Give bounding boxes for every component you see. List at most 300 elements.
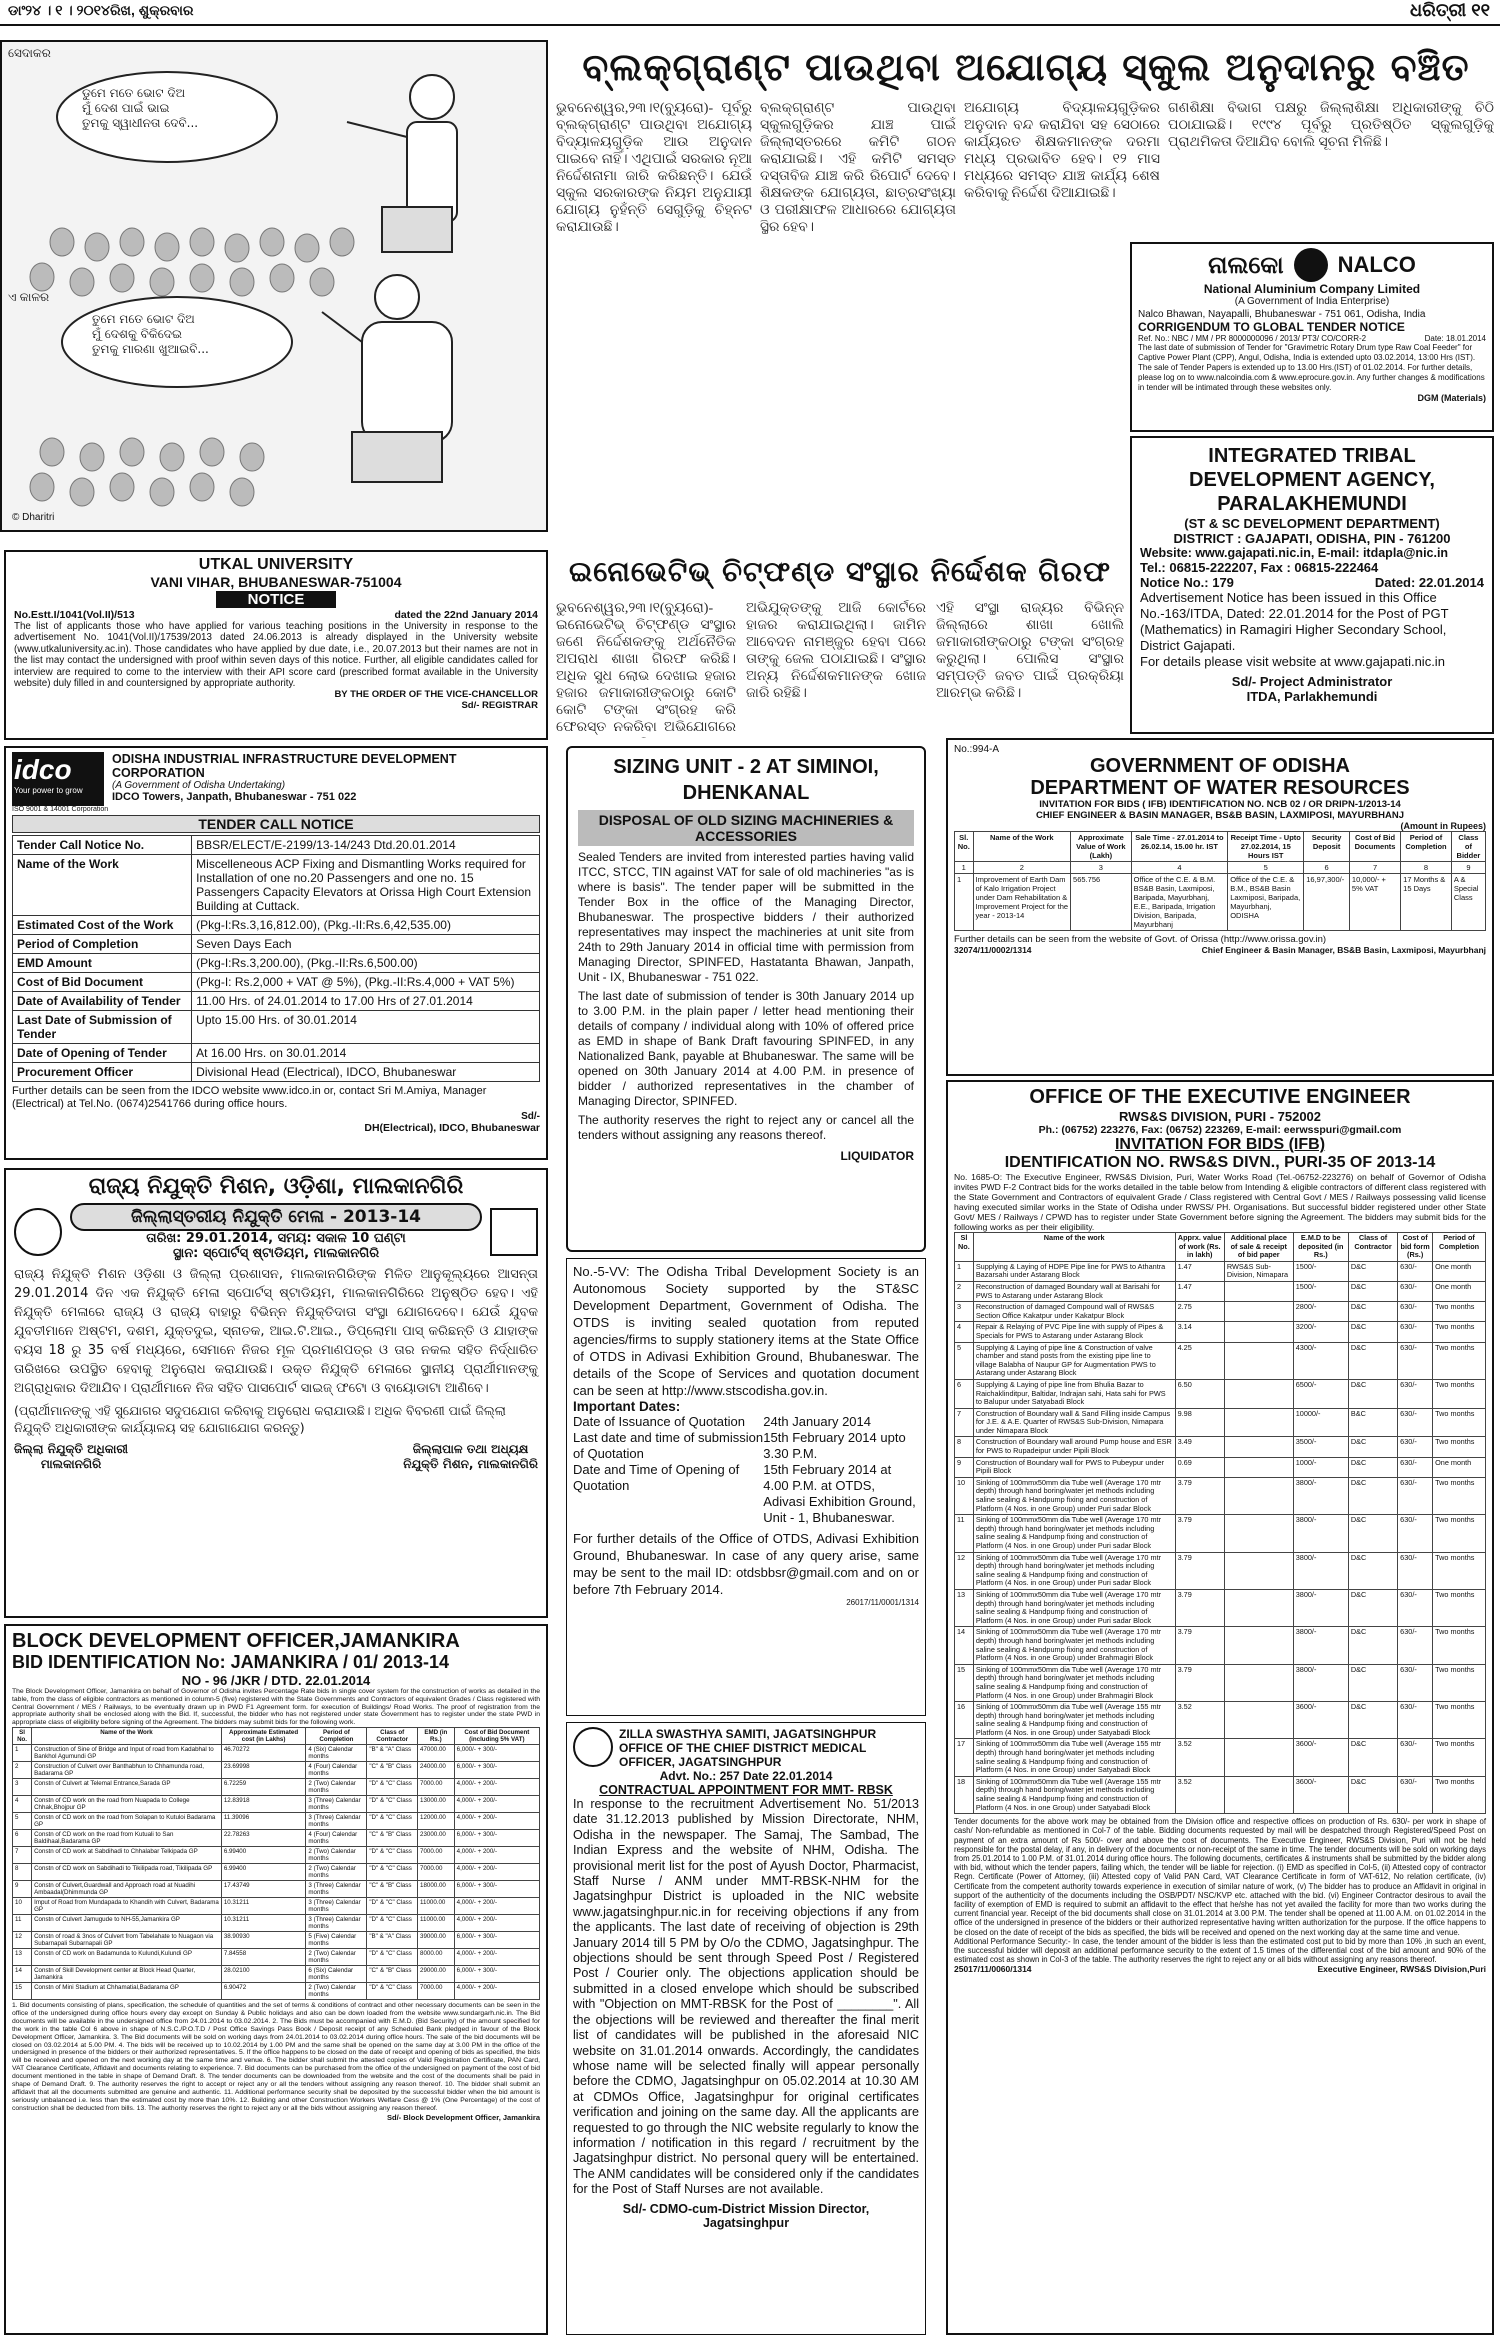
bdo-cell: "D" & "C" Class: [367, 1982, 418, 1999]
idco-row: [13, 1011, 540, 1044]
ee-cell: [1224, 1437, 1293, 1457]
bdo-cell: 6,000/- + 300/-: [454, 1965, 539, 1982]
ee-performance: Additional Performance Security:- In case, the tender amount of the bidder is less than the estimated cost put to bid by more than 10% ,in such an event, the successful bidder will deposit an additional performance security to the extent of 1.5 times of the differential cost of the bid amount and 90% of the estimated cost as shown in Col-3 of the table. The authority reserves the right to reject any or all bids without assigning any reasons thereof.: [954, 1936, 1486, 1965]
ee-cell: 7: [955, 1408, 974, 1437]
itda-dept: (ST & SC DEVELOPMENT DEPARTMENT): [1184, 516, 1440, 531]
ee-cell: 2.75: [1175, 1302, 1224, 1322]
itda-notice-row: [1140, 575, 1484, 590]
bdo-cell: 12: [13, 1931, 32, 1948]
ee-cell: 3.52: [1175, 1702, 1224, 1739]
ee-cell: Sinking of 100mmx50mm dia Tube well (Average 155 mtr depth) through hand boring/water jet methods including saline sealing & Handpump fixing and construction of Platform (4 Nos. in one Group) under Satyabadi Block: [973, 1702, 1175, 1739]
idco-sub: (A Government of Odisha Undertaking): [112, 780, 286, 791]
ee-cell: 630/-: [1398, 1457, 1433, 1477]
idco-row: [13, 954, 540, 973]
ee-head-row: [955, 1233, 1486, 1262]
story1-para: ଅଯୋଗ୍ୟ ବିଦ୍ୟାଳୟଗୁଡ଼ିକର ଅନୁଦାନ ବନ୍ଦ କରାଯିବା ସହ ସେଠାରେ କାର୍ଯ୍ୟରତ ଶିକ୍ଷକମାନଙ୍କ ଦରମା ମଧ୍ୟ ପ୍ରଭାବିତ ହେବ। ୧୨ ମାସ ମଧ୍ୟରେ ସମସ୍ତ ଯାଞ୍ଚ କାର୍ଯ୍ୟ ଶେଷ କରିବାକୁ ନିର୍ଦ୍ଦେଶ ଦିଆଯାଇଛି।: [964, 101, 1160, 201]
bdo-cell: "D" & "C" Class: [367, 1846, 418, 1863]
zss-name: ZILLA SWASTHYA SAMITI, JAGATSINGHPUR: [619, 1727, 877, 1741]
ee-cell: Sinking of 100mmx50mm dia Tube well (Average 170 mtr depth) through hand boring/water jet methods including saline sealing & Handpump fixing and construction of Platform (4 Nos. in one Group) under Brahmagiri Block: [973, 1627, 1175, 1664]
bdo-cell: 3: [13, 1778, 32, 1795]
ee-cell: 4.25: [1175, 1342, 1224, 1379]
ee-cell: 3.52: [1175, 1739, 1224, 1776]
ee-cell: 3.79: [1175, 1515, 1224, 1552]
bdo-cell: 6 (Six) Calendar months: [306, 1965, 367, 1982]
bdo-cell: 46.70272: [221, 1744, 306, 1761]
bdo-head-cell: Class of Contractor: [367, 1727, 418, 1744]
ee-ad: [946, 1080, 1494, 2335]
ee-cell: 6.50: [1175, 1379, 1224, 1408]
bdo-head-cell: Name of the Work: [32, 1727, 222, 1744]
sizing-sign: LIQUIDATOR: [840, 1149, 914, 1163]
table-row: [13, 1778, 540, 1795]
ee-cell: Two months: [1433, 1322, 1486, 1342]
ee-cell: 630/-: [1398, 1627, 1433, 1664]
ee-cell: [1224, 1342, 1293, 1379]
ee-cell: Two months: [1433, 1739, 1486, 1776]
table-row: [955, 1702, 1486, 1739]
ee-cell: 1500/-: [1293, 1281, 1348, 1301]
utkal-notice: NOTICE: [216, 591, 336, 608]
idco-name: ODISHA INDUSTRIAL INFRASTRUCTURE DEVELOPMENT CORPORATION: [112, 752, 457, 780]
bdo-cell: 28.02100: [221, 1965, 306, 1982]
otds-date-value: 24th January 2014: [763, 1414, 871, 1429]
table-row: [13, 1795, 540, 1812]
bdo-cell: 7: [13, 1846, 32, 1863]
table-row: [955, 1457, 1486, 1477]
ee-cell: Two months: [1433, 1552, 1486, 1589]
mission-signatures: [14, 1442, 538, 1472]
ee-cell: D&C: [1348, 1342, 1397, 1379]
dwr-num-cell: 1: [955, 862, 974, 874]
table-row: [13, 1948, 540, 1965]
dwr-ad: [946, 738, 1494, 1076]
bdo-cell: 6: [13, 1829, 32, 1846]
table-row: [13, 1914, 540, 1931]
ee-cell: 3.79: [1175, 1552, 1224, 1589]
bdo-cell: 6.99400: [221, 1863, 306, 1880]
idco-label: Name of the Work: [13, 855, 192, 916]
ee-cell: D&C: [1348, 1515, 1397, 1552]
bdo-no: NO - 96 /JKR / DTD. 22.01.2014: [181, 1673, 371, 1688]
dwr-cell: Office of the C.E. & B.M., BS&B Basin Laxmiposi, Baripada, Mayurbhanj, ODISHA: [1228, 874, 1304, 931]
utkal-order: BY THE ORDER OF THE VICE-CHANCELLOR: [334, 689, 538, 701]
table-row: [13, 1846, 540, 1863]
bdo-cell: "C" & "B" Class: [367, 1761, 418, 1778]
sizing-p1: Sealed Tenders are invited from interested parties having valid ITCC, STCC, TIN against VAT for sale of old machineries "as is where is basis". The tender paper will be submitted in the Tender Box in the office of the Managing Director, Bhubaneswar. The prospective bidders / their authorized representatives may inspect the machineries at unit site from 24th to 29th January 2014 in official time with permission from Managing Director, SPINFED, Hastatanta Bhawan, Janpath, Unit - IX, Bhubaneswar - 751 022.: [578, 850, 914, 984]
dwr-head-cell: Approximate Value of Work (Lakh): [1071, 832, 1132, 862]
ee-cell: D&C: [1348, 1702, 1397, 1739]
bdo-works-table: [12, 1727, 540, 2000]
bdo-cell: 5: [13, 1812, 32, 1829]
bdo-cell: 9: [13, 1880, 32, 1897]
ee-contact: Ph.: (06752) 223276, Fax: (06752) 223269, E-mail: eerwsspuri@gmail.com: [1038, 1124, 1402, 1136]
table-row: [955, 1408, 1486, 1437]
ee-cell: 3800/-: [1293, 1589, 1348, 1626]
ee-head-cell: E.M.D to be deposited (in Rs.): [1293, 1233, 1348, 1262]
bdo-head-cell: Sl No.: [13, 1727, 32, 1744]
ee-cell: D&C: [1348, 1776, 1397, 1813]
ee-cell: D&C: [1348, 1281, 1397, 1301]
idco-value: Seven Days Each: [192, 935, 540, 954]
bdo-cell: 8: [13, 1863, 32, 1880]
bdo-cell: "D" & "C" Class: [367, 1863, 418, 1880]
idco-iso: ISO 9001 & 14001 Corporation: [12, 806, 109, 813]
ee-cell: [1224, 1457, 1293, 1477]
bdo-cell: Constn of CD work on Badamunda to Kulundi,Kulundi GP: [32, 1948, 222, 1965]
ee-cell: D&C: [1348, 1477, 1397, 1514]
ee-cell: 3500/-: [1293, 1437, 1348, 1457]
utkal-ref: No.Estt.I/1041(Vol.II)/513: [14, 609, 135, 621]
ee-cell: 3800/-: [1293, 1627, 1348, 1664]
bdo-cell: 1: [13, 1744, 32, 1761]
dwr-line1: INVITATION FOR BIDS ( IFB) IDENTIFICATION NO. NCB 02 / OR DRIPN-1/2013-14: [1039, 799, 1401, 810]
table-row: [955, 1342, 1486, 1379]
bdo-bid-id: BID IDENTIFICATION No: JAMANKIRA / 01/ 2013-14: [12, 1652, 450, 1672]
ee-cell: 10000/-: [1293, 1408, 1348, 1437]
ee-cell: [1224, 1627, 1293, 1664]
itda-sign2: ITDA, Parlakhemundi: [1246, 689, 1378, 704]
ee-intro: No. 1685-O: The Executive Engineer, RWS&S Division, Puri, Water Works Road (Tel.-06752-223276) on behalf of Governor of Odisha invites PWD F-2 Contract bids for the works detailed in the table below from Intending & eligible contractors of different class registered with the State Government and Contractors of equivalent Grade / Class registered with Central Govt / MES / Railways possessing valid license having executed similar works in the State of Odisha under RWSS/ PH. Organisations. But successful bidder registered under other State Govt/ MES / Railways / CPWD has to register under State Government before signing the Agreement. The bidders may submit bids for the following works as per their eligibility.: [954, 1172, 1486, 1232]
table-row: [955, 1437, 1486, 1457]
ee-cell: 3600/-: [1293, 1702, 1348, 1739]
bdo-head-cell: EMD (in Rs.): [418, 1727, 455, 1744]
bdo-cell: 4,000/- + 200/-: [454, 1897, 539, 1914]
idco-label: Last Date of Submission of Tender: [13, 1011, 192, 1044]
ee-cell: Two months: [1433, 1664, 1486, 1701]
bdo-cell: 17.43749: [221, 1880, 306, 1897]
bdo-cell: "D" & "C" Class: [367, 1948, 418, 1965]
ee-ifb: INVITATION FOR BIDS (IFB): [1114, 1136, 1326, 1153]
story2-para: ଏହି ସଂସ୍ଥା ରାଜ୍ୟର ବିଭିନ୍ନ ଜିଲ୍ଲାରେ ଶାଖା ଖୋଲି ଜମାକାରୀଙ୍କଠାରୁ ଟଙ୍କା ସଂଗ୍ରହ କରୁଥିଲା। ପୋଲିସ ସଂସ୍ଥାର ସମ୍ପତ୍ତି ଜବତ ପାଇଁ ପ୍ରକ୍ରିୟା ଆରମ୍ଭ କରିଛି।: [936, 601, 1124, 701]
bdo-cell: Constn of Skill Development center at Block Head Quarter, Jamankira: [32, 1965, 222, 1982]
idco-label: Date of Availability of Tender: [13, 992, 192, 1011]
ee-cell: 630/-: [1398, 1379, 1433, 1408]
ee-cell: 12: [955, 1552, 974, 1589]
ee-code: 25017/11/0060/1314: [954, 1964, 1032, 1975]
nalco-date: Date: 18.01.2014: [1424, 334, 1486, 343]
ee-cell: D&C: [1348, 1589, 1397, 1626]
ee-cell: One month: [1433, 1261, 1486, 1281]
bdo-cell: Constn of CD work on the road from Nuapada to College Chhak,Bhojpur GP: [32, 1795, 222, 1812]
ee-cell: [1224, 1515, 1293, 1552]
story2-col1: [556, 600, 736, 738]
ee-head-cell: Additional place of sale & receipt of bid paper: [1224, 1233, 1293, 1262]
ee-cell: 1500/-: [1293, 1261, 1348, 1281]
bdo-cell: 4,000/- + 200/-: [454, 1812, 539, 1829]
nalco-govt: (A Government of India Enterprise): [1234, 296, 1390, 307]
table-row: [13, 1880, 540, 1897]
dwr-cell: 10,000/- + 5% VAT: [1349, 874, 1400, 931]
ee-cell: 4: [955, 1322, 974, 1342]
bdo-cell: 10.31211: [221, 1897, 306, 1914]
idco-ad: [4, 746, 548, 1160]
table-row: [955, 1477, 1486, 1514]
bdo-cell: "D" & "C" Class: [367, 1897, 418, 1914]
itda-ad: [1130, 436, 1494, 734]
ee-sign-row: [954, 1964, 1486, 1974]
table-row: [13, 1812, 540, 1829]
ee-cell: Construction of Boundary wall for PWS to Pubeypur under Pipili Block: [973, 1457, 1175, 1477]
ee-cell: 630/-: [1398, 1702, 1433, 1739]
cartoon-caption-present: ତୁମେ ମତେ ଭୋଟ ଦିଅ ମୁଁ ଦେଶକୁ ବିକିଦେଇ ତୁମକୁ ମାରଣା ଖୁଆଇବି...: [92, 312, 209, 356]
ee-cell: 3.52: [1175, 1776, 1224, 1813]
mission-sign2a: ଜିଲ୍ଲାପାଳ ତଥା ଅଧ୍ୟକ୍ଷ: [412, 1442, 529, 1456]
bdo-cell: 23.69998: [221, 1761, 306, 1778]
bdo-cell: 4,000/- + 200/-: [454, 1982, 539, 1999]
zss-office: OFFICE OF THE CHIEF DISTRICT MEDICAL OFFICER, JAGATSINGHPUR: [619, 1741, 867, 1769]
bdo-cell: 5 (Five) Calendar months: [306, 1931, 367, 1948]
idco-title: TENDER CALL NOTICE: [12, 815, 540, 833]
utkal-body: The list of applicants those who have applied for various teaching positions in the University in response to the advertisement No. 1041(Vol.II)/17539/2013 dated 24.06.2013 is already displayed in the University website (www.utkaluniversity.ac.in). Those candidates who have applied by due date, i.e., 20.07.2013 but their names are not in the list may contact the undersigned with proof within seven days of this notice. Further, all eligible candidates called for interview are required to come to the interview with their API score card (prescribed format available in the University website) duly filled in and countersigned by appropriate authority.: [14, 621, 538, 690]
table-row: [13, 1829, 540, 1846]
ee-cell: 3.79: [1175, 1589, 1224, 1626]
bdo-cell: 7.84558: [221, 1948, 306, 1965]
table-row: [13, 1897, 540, 1914]
zss-sign2: Jagatsinghpur: [702, 2215, 790, 2230]
utkal-ref-row: [14, 609, 538, 621]
dwr-sign-row: [954, 945, 1486, 955]
ee-cell: D&C: [1348, 1664, 1397, 1701]
bdo-cell: Constn of CD work at Sabdihadi to Chhalabar Telkipada GP: [32, 1846, 222, 1863]
ee-cell: 630/-: [1398, 1552, 1433, 1589]
bdo-cell: "D" & "C" Class: [367, 1914, 418, 1931]
ee-cell: 2: [955, 1281, 974, 1301]
ee-cell: 18: [955, 1776, 974, 1813]
nalco-ad: [1130, 242, 1494, 432]
issue-date: ଡାଂ୨୪ । ୧ । ୨୦୧୪ରିଖ, ଶୁକ୍ରବାର: [8, 2, 194, 18]
page-number: ଧରିତ୍ରୀ ୧୧: [1410, 0, 1490, 20]
bdo-cell: 2 (Two) Calendar months: [306, 1948, 367, 1965]
ee-cell: 630/-: [1398, 1322, 1433, 1342]
bdo-cell: 4: [13, 1795, 32, 1812]
mission-ad: [4, 1168, 548, 1618]
bdo-cell: 10: [13, 1897, 32, 1914]
bdo-cell: 47000.00: [418, 1744, 455, 1761]
ee-head-cell: Sl No.: [955, 1233, 974, 1262]
mission-sign1b: ମାଲକାନଗିରି: [40, 1457, 102, 1471]
bdo-cell: Constn of road & 3nos of Culvert from Tabelahate to Nuagaon via Subarnapali Subarnapali GP: [32, 1931, 222, 1948]
ee-cell: 630/-: [1398, 1515, 1433, 1552]
ee-cell: 9: [955, 1457, 974, 1477]
otds-date-value: 15th February 2014 at 4.00 P.M. at OTDS, Adivasi Exhibition Ground, Unit - 1, Bhubaneswar.: [763, 1462, 916, 1525]
bdo-cell: 12000.00: [418, 1812, 455, 1829]
bdo-cell: Imput of Road from Mundapada to Khandih with Culvert, Badarama GP: [32, 1897, 222, 1914]
nalco-ref-row: [1138, 334, 1486, 343]
ee-cell: 3800/-: [1293, 1515, 1348, 1552]
bdo-head-cell: Approximate Estimated cost (in Lakhs): [221, 1727, 306, 1744]
idco-logo: [12, 752, 104, 806]
idco-value: 11.00 Hrs. of 24.01.2014 to 17.00 Hrs of 27.01.2014: [192, 992, 540, 1011]
ee-cell: 9.98: [1175, 1408, 1224, 1437]
ee-cell: D&C: [1348, 1261, 1397, 1281]
ee-cell: 11: [955, 1515, 974, 1552]
bdo-cell: 22.78263: [221, 1829, 306, 1846]
idco-value: (Pkg-I: Rs.2,000 + VAT @ 5%), (Pkg.-II:Rs.4,000 + VAT 5%): [192, 973, 540, 992]
nalco-title: CORRIGENDUM TO GLOBAL TENDER NOTICE: [1138, 320, 1405, 334]
idco-row: [13, 1063, 540, 1082]
ee-cell: Repair & Relaying of PVC Pipe line with supply of Pipes & Specials for PWS to Astarang under Astarang Block: [973, 1322, 1175, 1342]
nalco-company: National Aluminium Company Limited: [1203, 282, 1421, 296]
dwr-head-cell: Class of Bidder: [1451, 832, 1485, 862]
ee-cell: 3.49: [1175, 1437, 1224, 1457]
ee-cell: 630/-: [1398, 1281, 1433, 1301]
utkal-title: UTKAL UNIVERSITY: [198, 556, 354, 573]
table-row: [955, 1515, 1486, 1552]
dwr-footer: Further details can be seen from the website of Govt. of Orissa (http://www.orissa.gov.in): [954, 934, 1327, 945]
table-row: [955, 1302, 1486, 1322]
mission-mela: ଜିଲ୍ଲାସ୍ତରୀୟ ନିଯୁକ୍ତି ମେଳା - 2013-14: [70, 1203, 482, 1231]
ee-cell: [1224, 1322, 1293, 1342]
table-row: [955, 1261, 1486, 1281]
dwr-line2: CHIEF ENGINEER & BASIN MANAGER, BS&B BASIN, LAXMIPOSI, MAYURBHANJ: [1035, 810, 1405, 821]
story2-para: ଅଭିଯୁକ୍ତଙ୍କୁ ଆଜି କୋର୍ଟରେ ହାଜର କରାଯାଇଥିଲା। ଜାମିନ ଆବେଦନ ନାମଞ୍ଜୁର ହେବା ପରେ ତାଙ୍କୁ ଜେଲ ପଠାଯାଇଛି। ସଂସ୍ଥାର ଅନ୍ୟ ନିର୍ଦ୍ଦେଶକମାନଙ୍କ ଖୋଜ ଜାରି ରହିଛି।: [746, 601, 926, 701]
bdo-cell: 11000.00: [418, 1914, 455, 1931]
dwr-cell: 1: [955, 874, 974, 931]
ee-cell: 3.14: [1175, 1322, 1224, 1342]
idco-label: Date of Opening of Tender: [13, 1044, 192, 1063]
ee-cell: D&C: [1348, 1457, 1397, 1477]
cartoon-series: ସେଦାକର: [8, 46, 51, 60]
table-row: [13, 1744, 540, 1761]
ee-cell: [1224, 1776, 1293, 1813]
story2-para: ଭୁବନେଶ୍ୱର,୨୩।୧(ବ୍ୟୁରୋ)- ଇନୋଭେଟିଭ୍ ଚିଟ୍‌ଫଣ୍ଡ ସଂସ୍ଥାର ଜଣେ ନିର୍ଦ୍ଦେଶକଙ୍କୁ ଅର୍ଥନୈତିକ ଅପରାଧ ଶାଖା ଗିରଫ କରିଛି। ଅଧିକ ସୁଧ ଲୋଭ ଦେଖାଇ ହଜାର ହଜାର ଜମାକାରୀଙ୍କଠାରୁ କୋଟି କୋଟି ଟଙ୍କା ସଂଗ୍ରହ କରି ଫେରସ୍ତ ନକରିବା ଅଭିଯୋଗରେ: [556, 601, 736, 735]
ee-cell: 3.79: [1175, 1477, 1224, 1514]
ee-cell: 3800/-: [1293, 1552, 1348, 1589]
dwr-cell: Office of the C.E. & B.M. BS&B Basin, Laxmiposi, Baripada, Mayurbhanj, E.E., Baripada, Irrigation Division, Baripada, Mayurbhanj: [1131, 874, 1228, 931]
ee-cell: 630/-: [1398, 1739, 1433, 1776]
itda-date: Dated: 22.01.2014: [1374, 575, 1484, 590]
ee-cell: 3.79: [1175, 1664, 1224, 1701]
ee-head-cell: Apprx. value of work (Rs. in lakh): [1175, 1233, 1224, 1262]
bdo-cell: 10.31211: [221, 1914, 306, 1931]
bdo-cell: "D" & "C" Class: [367, 1778, 418, 1795]
idco-row: [13, 973, 540, 992]
ee-cell: Sinking of 100mmx50mm dia Tube well (Average 170 mtr depth) through hand boring/water jet methods including saline sealing & Handpump fixing and construction of Platform (4 Nos. in one Group) under Brahmagiri Block: [973, 1664, 1175, 1701]
idco-label: EMD Amount: [13, 954, 192, 973]
bdo-cell: 7000.00: [418, 1863, 455, 1880]
ee-cell: Two months: [1433, 1589, 1486, 1626]
idco-tagline: Your power to grow: [14, 786, 83, 795]
bdo-cell: 6.72259: [221, 1778, 306, 1795]
sizing-title: SIZING UNIT - 2 AT SIMINOI, DHENKANAL: [613, 756, 879, 804]
bdo-cell: 24000.00: [418, 1761, 455, 1778]
mission-note: (ପ୍ରାର୍ଥୀମାନଙ୍କୁ ଏହି ସୁଯୋଗର ସଦୁପଯୋଗ କରିବାକୁ ଅନୁରୋଧ କରାଯାଉଛି। ଅଧିକ ବିବରଣୀ ପାଇଁ ଜିଲ୍ଲା ନିଯୁକ୍ତି ଅଧିକାରୀଙ୍କ କାର୍ଯ୍ୟାଳୟ ସହ ଯୋଗାଯୋଗ କରନ୍ତୁ): [14, 1403, 506, 1435]
idco-value: Divisional Head (Electrical), IDCO, Bhubaneswar: [192, 1063, 540, 1082]
idco-value: Miscelleneous ACP Fixing and Dismantling Works required for Installation of one no.20 Passengers and one no. 15 Passengers Capacity Elevators at Orissa High Court Extension Building at Cuttack.: [192, 855, 540, 916]
idco-row: [13, 855, 540, 916]
ee-cell: 1.47: [1175, 1261, 1224, 1281]
ee-cell: B&C: [1348, 1408, 1397, 1437]
idco-footer: Further details can be seen from the IDCO website www.idco.in or, contact Sri M.Amiya, Manager (Electrical) at Tel.No. (0674)2541766 during office hours.: [12, 1085, 487, 1110]
table-row: [13, 1982, 540, 1999]
utkal-address: VANI VIHAR, BHUBANESWAR-751004: [150, 574, 402, 590]
bdo-cell: 11000.00: [418, 1897, 455, 1914]
bdo-cell: "C" & "B" Class: [367, 1965, 418, 1982]
bdo-head-cell: Period of Completion: [306, 1727, 367, 1744]
bdo-cell: Constn of CD work on the road from Kutuali to San Baldihaal,Badarama GP: [32, 1829, 222, 1846]
dwr-code: 32074/11/0002/1314: [954, 945, 1032, 955]
ee-cell: 630/-: [1398, 1664, 1433, 1701]
story2-col3: [936, 600, 1124, 738]
ee-cell: 630/-: [1398, 1589, 1433, 1626]
bdo-cell: "D" & "C" Class: [367, 1812, 418, 1829]
ee-cell: 3600/-: [1293, 1739, 1348, 1776]
ee-cell: One month: [1433, 1457, 1486, 1477]
dwr-head-cell: Security Deposit: [1304, 832, 1350, 862]
nalco-brand-odia: ନାଲକୋ: [1208, 251, 1284, 279]
ee-cell: D&C: [1348, 1379, 1397, 1408]
bdo-cell: 3 (Three) Calendar months: [306, 1795, 367, 1812]
idco-sign2: DH(Electrical), IDCO, Bhubaneswar: [364, 1122, 540, 1134]
mission-logo-icon: [490, 1208, 538, 1256]
bdo-cell: 6,000/- + 300/-: [454, 1761, 539, 1778]
otds-date-value: 15th February 2014 upto 3.30 P.M.: [763, 1430, 906, 1461]
table-row: [13, 1863, 540, 1880]
bdo-cell: 13000.00: [418, 1795, 455, 1812]
ee-division: RWS&S DIVISION, PURI - 752002: [1118, 1109, 1322, 1124]
otds-date-label: Date and Time of Opening of Quotation: [573, 1462, 740, 1493]
ee-cell: Two months: [1433, 1302, 1486, 1322]
dwr-num-cell: 9: [1451, 862, 1485, 874]
ee-cell: 630/-: [1398, 1437, 1433, 1457]
ee-cell: 630/-: [1398, 1477, 1433, 1514]
headline-chitfund-arrest: ଇନୋଭେଟିଭ୍ ଚିଟ୍‌ଫଣ୍ଡ ସଂସ୍ଥାର ନିର୍ଦ୍ଦେଶକ ଗିରଫ: [569, 555, 1111, 588]
bdo-cell: "B" & "A" Class: [367, 1744, 418, 1761]
bdo-cell: 4,000/- + 200/-: [454, 1948, 539, 1965]
ee-cell: [1224, 1589, 1293, 1626]
bdo-ad: [4, 1624, 548, 2335]
odisha-emblem-icon: [14, 1208, 62, 1256]
bdo-cell: 2 (Two) Calendar months: [306, 1863, 367, 1880]
ee-cell: 630/-: [1398, 1408, 1433, 1437]
bdo-cell: 3 (Three) Calendar months: [306, 1914, 367, 1931]
bdo-title: BLOCK DEVELOPMENT OFFICER,JAMANKIRA: [12, 1630, 460, 1652]
sizing-subtitle: DISPOSAL OF OLD SIZING MACHINERIES & ACCESSORIES: [578, 810, 914, 846]
dwr-cell: 565.756: [1071, 874, 1132, 931]
dwr-head-cell: Sale Time - 27.01.2014 to 26.02.14, 15.00 hr. IST: [1131, 832, 1228, 862]
ee-head-cell: Class of Contractor: [1348, 1233, 1397, 1262]
ee-cell: Sinking of 100mmx50mm dia Tube well (Average 170 mtr depth) through hand boring/water jet methods including saline sealing & Handpump fixing and construction of Platform (4 Nos. in one Group) under Puri sadar Block: [973, 1589, 1175, 1626]
bdo-cell: Constn of Mini Stadium at Chhamatial,Badarama GP: [32, 1982, 222, 1999]
bdo-cell: Construction of Sine of Bridge and Input of road from Kadabhal to Bankhol Agumundi GP: [32, 1744, 222, 1761]
ee-cell: Sinking of 100mmx50mm dia Tube well (Average 170 mtr depth) through hand boring/water jet methods including saline sealing & Handpump fixing and construction of Platform (4 Nos. in one Group) under Puri sadar Block: [973, 1515, 1175, 1552]
idco-label: Procurement Officer: [13, 1063, 192, 1082]
ee-cell: [1224, 1739, 1293, 1776]
ee-cell: Two months: [1433, 1379, 1486, 1408]
story1-col1: [556, 100, 752, 524]
bdo-cell: 6,000/- + 300/-: [454, 1931, 539, 1948]
table-row: [955, 1664, 1486, 1701]
bdo-cell: 8000.00: [418, 1948, 455, 1965]
ee-cell: 3800/-: [1293, 1477, 1348, 1514]
otds-date-row: [573, 1462, 919, 1526]
bdo-head-row: [13, 1727, 540, 1744]
headline-block-grant: ବ୍ଲକ୍‌ଗ୍ରାଣ୍ଟ ପାଉଥିବା ଅଯୋଗ୍ୟ ସ୍କୁଲ ଅନୁଦାନରୁ ବଞ୍ଚିତ: [582, 45, 1470, 89]
ee-cell: 10: [955, 1477, 974, 1514]
cartoon-credit: © Dharitri: [12, 512, 55, 523]
sizing-ad: [566, 746, 926, 1252]
ee-cell: 630/-: [1398, 1261, 1433, 1281]
otds-date-label: Date of Issuance of Quotation: [573, 1414, 745, 1429]
story1-col2: [760, 100, 956, 524]
ee-sign: Executive Engineer, RWS&S Division,Puri: [1317, 1964, 1486, 1975]
dwr-num-row: [955, 862, 1486, 874]
bdo-cell: 4,000/- + 200/-: [454, 1778, 539, 1795]
ee-cell: D&C: [1348, 1302, 1397, 1322]
bdo-cell: 7000.00: [418, 1982, 455, 1999]
dwr-cell: 16,97,300/-: [1304, 874, 1350, 931]
ee-cell: D&C: [1348, 1739, 1397, 1776]
